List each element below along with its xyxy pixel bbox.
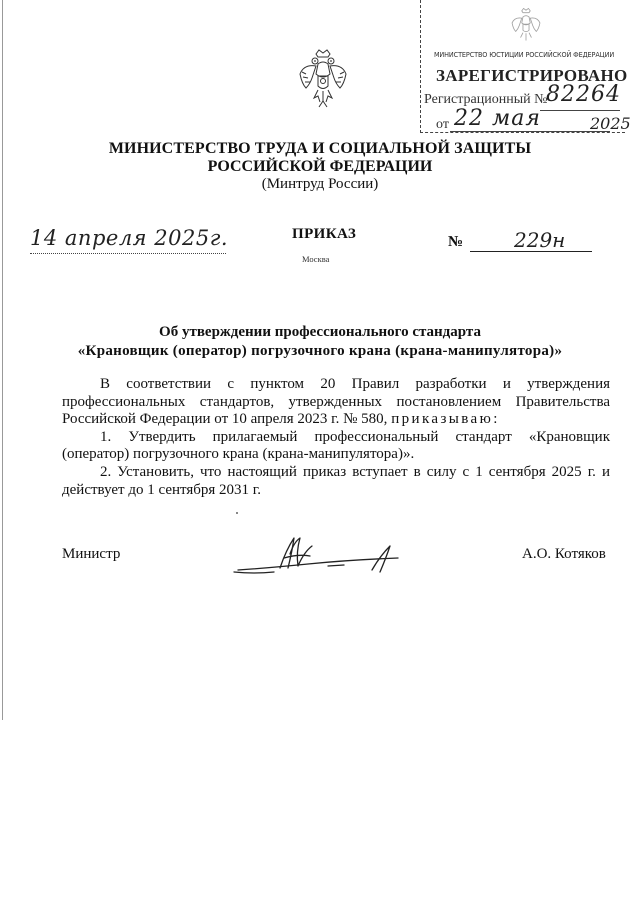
stamp-reg-number-label: Регистрационный № bbox=[424, 92, 548, 107]
order-number-handwritten: 229н bbox=[514, 228, 566, 252]
order-number-label: № bbox=[448, 234, 464, 250]
coat-of-arms-emblem bbox=[298, 46, 348, 112]
scan-speck bbox=[236, 512, 238, 514]
ministry-short-name: (Минтруд России) bbox=[261, 176, 379, 192]
stamp-date-prefix: от bbox=[436, 117, 449, 132]
preamble-order-word: приказываю: bbox=[391, 411, 500, 428]
order-body bbox=[62, 376, 610, 499]
ministry-title-line2: РОССИЙСКОЙ ФЕДЕРАЦИИ bbox=[207, 158, 433, 175]
stamp-number-underline bbox=[540, 110, 620, 111]
scan-edge-line bbox=[2, 0, 3, 720]
body-paragraph-item1: 1. Утвердить прилагаемый профессиональный стандарт «Крановщик (оператор) погрузочного крана (крана-манипулятора)». bbox=[62, 428, 610, 463]
stamp-year-handwritten: 2025 bbox=[590, 114, 631, 133]
order-title: ПРИКАЗ bbox=[292, 226, 357, 242]
stamp-registered-label: ЗАРЕГИСТРИРОВАНО bbox=[436, 66, 628, 85]
signer-name: А.О. Котяков bbox=[522, 546, 606, 562]
body-paragraph-item2: 2. Установить, что настоящий приказ вступает в силу с 1 сентября 2025 г. и действует до 1 сентября 2031 г. bbox=[62, 463, 610, 498]
ministry-title-line1: МИНИСТЕРСТВО ТРУДА И СОЦИАЛЬНОЙ ЗАЩИТЫ bbox=[108, 140, 532, 157]
body-paragraph-preamble bbox=[62, 376, 610, 429]
stamp-ministry-name: МИНИСТЕРСТВО ЮСТИЦИИ РОССИЙСКОЙ ФЕДЕРАЦИИ bbox=[433, 50, 615, 59]
subject-line1: Об утверждении профессионального стандарта bbox=[159, 324, 481, 340]
preamble-text: В соответствии с пунктом 20 Правил разработки и утверждения профессиональных стандартов, утвержденных постановлением Правительства Российской Федерации от 10 апреля 2023 г. № 580, bbox=[62, 376, 610, 428]
signer-title: Министр bbox=[62, 546, 121, 562]
stamp-date-underline bbox=[450, 131, 610, 132]
order-date-handwritten: 14 апреля 2025г. bbox=[30, 226, 228, 250]
subject-line2: «Крановщик (оператор) погрузочного крана (крана-манипулятора)» bbox=[77, 343, 563, 359]
order-date-underline bbox=[30, 253, 226, 254]
stamp-date-handwritten: 22 мая bbox=[454, 106, 541, 131]
stamp-emblem-icon bbox=[510, 6, 542, 46]
stamp-reg-number-handwritten: 82264 bbox=[546, 82, 621, 107]
order-city: Москва bbox=[302, 254, 330, 264]
handwritten-signature bbox=[232, 534, 412, 578]
